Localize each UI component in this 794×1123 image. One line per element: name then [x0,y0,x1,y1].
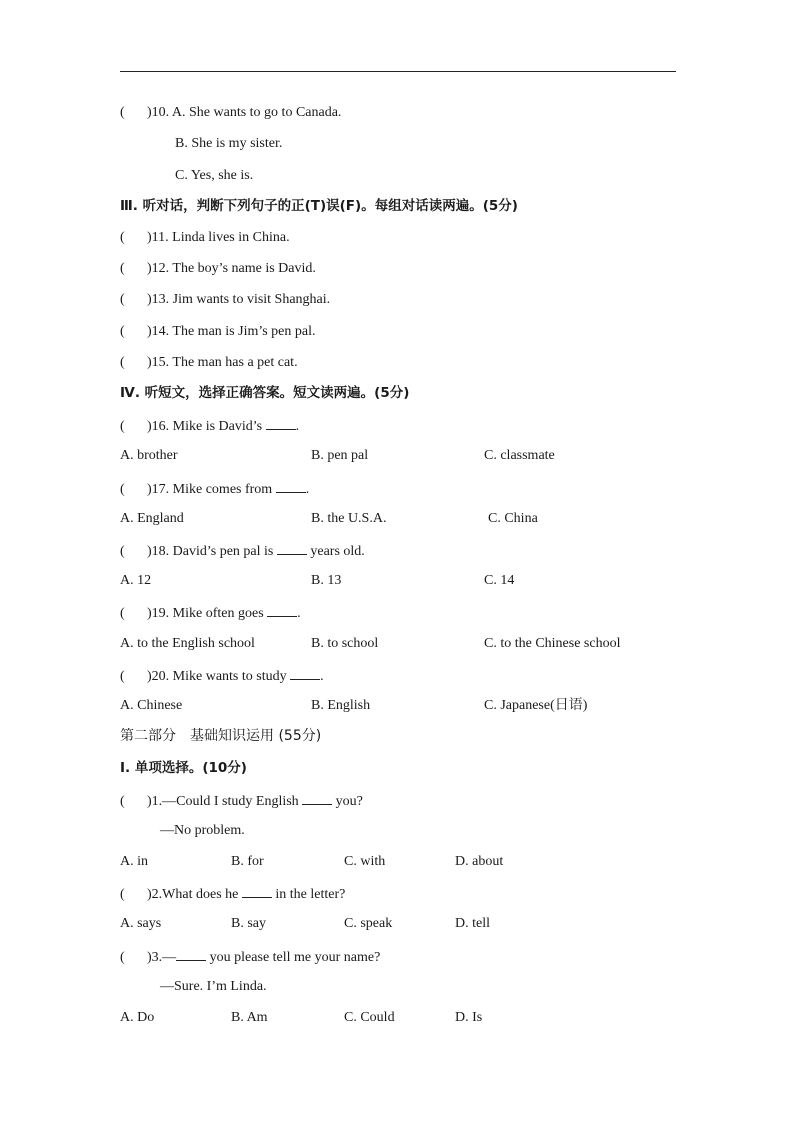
q17-option-c: C. China [488,511,538,526]
q3-option-c: C. Could [344,1010,395,1025]
q19-option-c: C. to the Chinese school [484,636,621,651]
q3-option-b: B. Am [231,1010,268,1025]
question-12: ( )12. The boy’s name is David. [120,261,316,276]
question-15: ( )15. The man has a pet cat. [120,355,298,370]
question-1: ( )1.—Could I study English you? [120,791,363,811]
question-10: ( )10. A. She wants to go to Canada. [120,105,342,120]
q17-option-b: B. the U.S.A. [311,511,387,526]
q3-option-d: D. Is [455,1010,483,1025]
q2-option-d: D. tell [455,916,490,931]
part-2-heading: 第二部分 基础知识运用 (55分) [120,728,322,744]
q1-option-c: C. with [344,854,386,869]
q18-option-c: C. 14 [484,573,515,588]
q18-option-b: B. 13 [311,573,342,588]
q2-option-b: B. say [231,916,266,931]
q1-option-b: B. for [231,854,264,869]
section-1-heading: Ⅰ. 单项选择。(10分) [120,760,247,776]
q1-option-a: A. in [120,854,148,869]
question-20: ( )20. Mike wants to study . [120,666,324,686]
q19-option-a: A. to the English school [120,636,255,651]
question-11: ( )11. Linda lives in China. [120,230,290,245]
q2-option-c: C. speak [344,916,393,931]
q10-option-c: C. Yes, she is. [175,168,254,183]
q16-option-c: C. classmate [484,448,555,463]
question-17: ( )17. Mike comes from . [120,479,309,499]
q20-option-b: B. English [311,698,371,713]
question-13: ( )13. Jim wants to visit Shanghai. [120,292,331,307]
q1-reply: —No problem. [160,823,245,838]
q18-option-a: A. 12 [120,573,152,588]
q16-option-b: B. pen pal [311,448,369,463]
q2-option-a: A. says [120,916,162,931]
q20-option-c: C. Japanese(日语) [484,698,588,713]
header-rule [120,71,676,72]
question-18: ( )18. David’s pen pal is years old. [120,541,365,561]
section-3-heading: Ⅲ. 听对话，判断下列句子的正(T)误(F)。每组对话读两遍。(5分) [120,198,518,214]
q17-option-a: A. England [120,511,184,526]
q1-option-d: D. about [455,854,504,869]
q10-option-b: B. She is my sister. [175,136,283,151]
q3-reply: —Sure. I’m Linda. [160,979,267,994]
question-14: ( )14. The man is Jim’s pen pal. [120,324,316,339]
q16-option-a: A. brother [120,448,178,463]
q3-option-a: A. Do [120,1010,155,1025]
section-4-heading: Ⅳ. 听短文，选择正确答案。短文读两遍。(5分) [120,385,410,401]
question-16: ( )16. Mike is David’s . [120,416,299,436]
q19-option-b: B. to school [311,636,379,651]
question-19: ( )19. Mike often goes . [120,603,301,623]
q20-option-a: A. Chinese [120,698,183,713]
question-2: ( )2.What does he in the letter? [120,884,345,904]
question-3: ( )3.— you please tell me your name? [120,947,380,967]
